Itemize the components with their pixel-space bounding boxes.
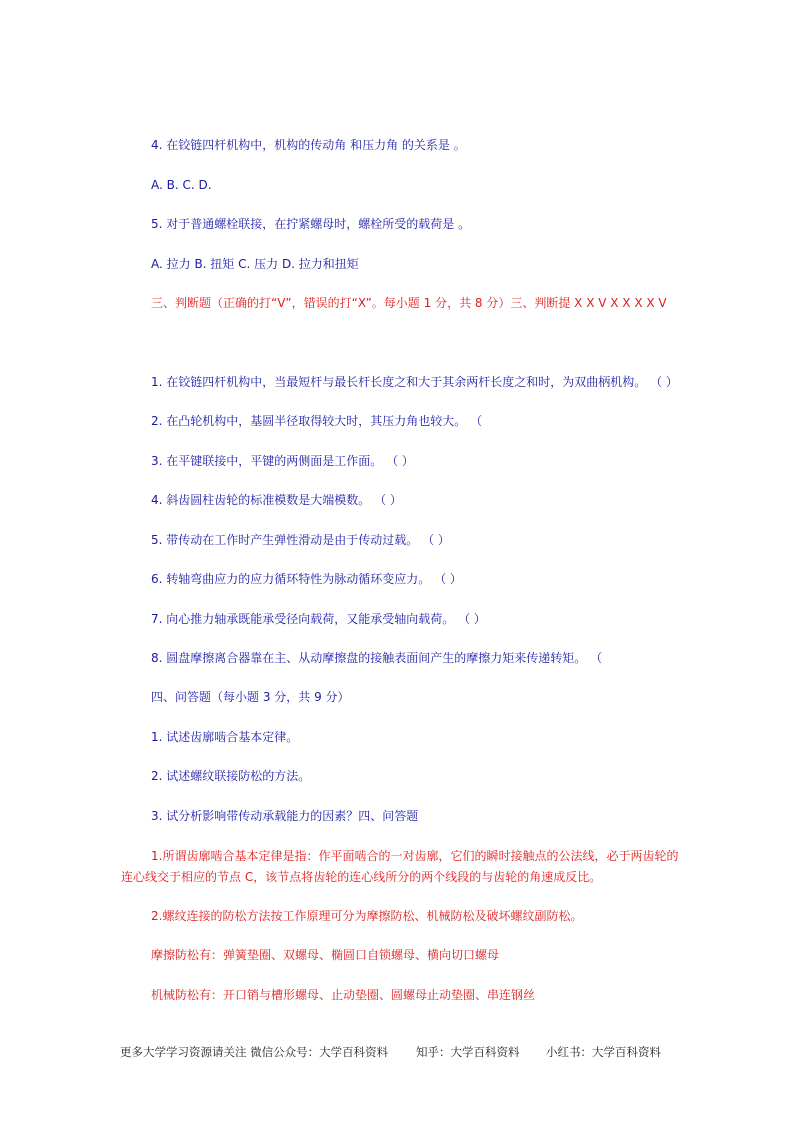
section-4-heading: 四、问答题（每小题 3 分，共 9 分） (151, 690, 350, 704)
answer-2: 2.螺纹连接的防松方法按工作原理可分为摩擦防松、机械防松及破坏螺纹副防松。 (151, 909, 583, 923)
tf-item-1: 1. 在铰链四杆机构中，当最短杆与最长杆长度之和大于其余两杆长度之和时，为双曲柄机构。 （ ） (151, 375, 678, 389)
qa-item-2: 2. 试述螺纹联接防松的方法。 (151, 769, 311, 783)
section-3-heading: 三、判断题（正确的打“V”，错误的打“X”。每小题 1 分，共 8 分）三、判断提 X X V X X X X V (151, 296, 667, 310)
answer-1-line-1: 1.所谓齿廓啮合基本定律是指：作平面啮合的一对齿廓，它们的瞬时接触点的公法线，必于两齿轮的 (151, 849, 679, 863)
qa-item-3: 3. 试分析影响带传动承载能力的因素？四、问答题 (151, 809, 419, 823)
tf-item-8: 8. 圆盘摩擦离合器靠在主、从动摩擦盘的接触表面间产生的摩擦力矩来传递转矩。 （ (151, 651, 603, 665)
tf-item-7: 7. 向心推力轴承既能承受径向载荷，又能承受轴向载荷。 （ ） (151, 612, 486, 626)
answer-1-line-2: 连心线交于相应的节点 C，该节点将齿轮的连心线所分的两个线段的与齿轮的角速成反比。 (121, 870, 602, 884)
tf-item-5: 5. 带传动在工作时产生弹性滑动是由于传动过载。 （ ） (151, 533, 450, 547)
question-4-options: A. B. C. D. (151, 178, 212, 192)
mechanical-lock-list: 机械防松有：开口销与槽形螺母、止动垫圈、圆螺母止动垫圈、串连钢丝 (151, 988, 536, 1002)
footer-wechat: 更多大学学习资源请关注 微信公众号：大学百科资料 (120, 1045, 389, 1059)
question-5-options: A. 拉力 B. 扭矩 C. 压力 D. 拉力和扭矩 (151, 257, 359, 271)
tf-item-3: 3. 在平键联接中，平键的两侧面是工作面。 （ ） (151, 454, 414, 468)
question-5: 5. 对于普通螺栓联接，在拧紧螺母时，螺栓所受的载荷是 。 (151, 217, 471, 231)
friction-lock-list: 摩擦防松有：弹簧垫圈、双螺母、椭圆口自锁螺母、横向切口螺母 (151, 948, 500, 962)
footer-xiaohongshu: 小红书：大学百科资料 (546, 1045, 661, 1059)
tf-item-2: 2. 在凸轮机构中，基圆半径取得较大时，其压力角也较大。 （ (151, 414, 483, 428)
qa-item-1: 1. 试述齿廓啮合基本定律。 (151, 730, 299, 744)
question-4: 4. 在铰链四杆机构中，机构的传动角 和压力角 的关系是 。 (151, 138, 466, 152)
tf-item-6: 6. 转轴弯曲应力的应力循环特性为脉动循环变应力。 （ ） (151, 572, 462, 586)
footer-zhihu: 知乎：大学百科资料 (416, 1045, 520, 1059)
tf-item-4: 4. 斜齿圆柱齿轮的标准模数是大端模数。 （ ） (151, 493, 402, 507)
